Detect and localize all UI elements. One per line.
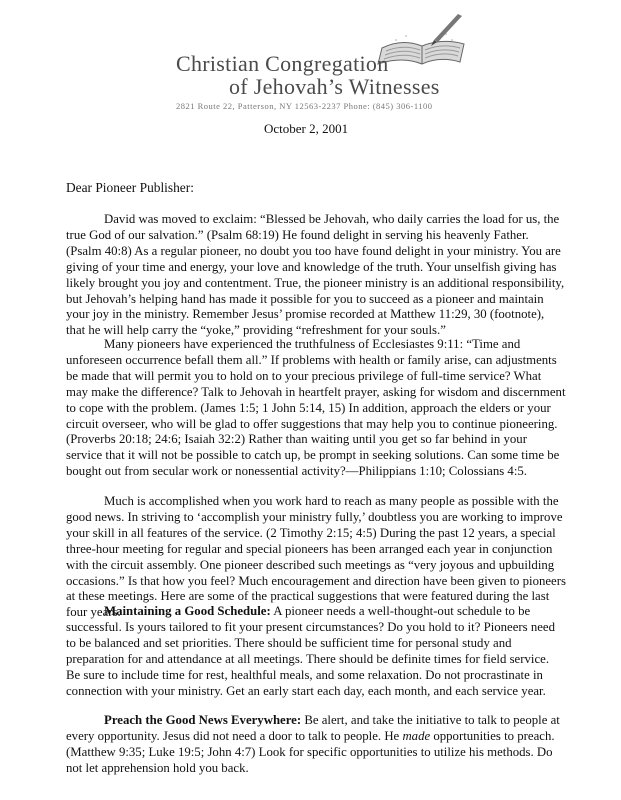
paragraph-heading: Preach the Good News Everywhere: (104, 713, 302, 727)
paragraph-text: David was moved to exclaim: “Blessed be Jehovah, who daily carries the load for us, the true God of our salvation.” (Psalm 68:19) He found delight in serving his heavenly Father. (Psalm 40:8) As a regular pioneer, no doubt you too have found delight in your ministry. You are giving of your time and energy, your love and knowledge of the truth. Your unselfish giving has likely brought you joy and contentment. True, the pioneer ministry is an additional responsibility, but Jehovah’s helping hand has made it possible for you to succeed as a pioneer and maintain your joy in the ministry. Remember Jesus’ promise recorded at Matthew 11:29, 30 (footnote), that he will help carry the “yoke,” providing “refreshment for your souls.” (66, 212, 565, 338)
open-book-with-quill-icon (376, 10, 468, 72)
paragraph-4 (66, 604, 566, 699)
paragraph-5 (66, 713, 566, 777)
paragraph-text: Many pioneers have experienced the truthfulness of Ecclesiastes 9:11: “Time and unforeseen occurrence befall them all.” If problems with health or family arise, can adjustments be made that will permit you to hold on to your precious privilege of full-time service? What may make the difference? Talk to Jehovah in heartfelt prayer, asking for wisdom and discernment to cope with the problem. (James 1:5; 1 John 5:14, 15) In addition, approach the elders or your circuit overseer, who will be glad to offer suggestions that may help you to continue pioneering. (Proverbs 20:18; 24:6; Isaiah 32:2) Rather than waiting until you get so far behind in your service that it will not be possible to catch up, be prompt in seeking solutions. Can some time be bought out from secular work or nonessential activity?—Philippians 1:10; Colossians 4:5. (66, 337, 566, 479)
letterhead-address: 2821 Route 22, Patterson, NY 12563-2237 Phone: (845) 306-1100 (176, 101, 433, 111)
paragraph-text: opportunities to preach. (Matthew 9:35; Luke 19:5; John 4:7) Look for specific opportunities to utilize his methods. Do not let apprehension hold you back. (66, 728, 555, 775)
paragraph-2 (66, 337, 566, 480)
paragraph-text: A pioneer needs a well-thought-out schedule to be successful. Is yours tailored to fit your present circumstances? Do you hold to it? Pioneers need to be balanced and set priorities. There should be sufficient time for personal study and preparation for and attendance at all meetings. There should be definite times for field service. Be sure to include time for rest, healthful meals, and some relaxation. Do not procrastinate in connection with your ministry. Get an early start each day, each month, and each service year. (66, 604, 555, 698)
paragraph-3 (66, 494, 566, 621)
salutation: Dear Pioneer Publisher: (66, 180, 194, 195)
paragraph-1 (66, 212, 566, 339)
organization-name-line1: Christian Congregation (176, 51, 389, 76)
emphasized-word: made (402, 728, 431, 743)
paragraph-heading: Maintaining a Good Schedule: (104, 604, 271, 618)
paragraph-text: Much is accomplished when you work hard to reach as many people as possible with the good news. In striving to ‘accomplish your ministry fully,’ doubtless you are working to improve your skill in all features of the service. (2 Timothy 2:15; 4:5) During the past 12 years, a special three-hour meeting for regular and special pioneers has been arranged each year in conjunction with the circuit assembly. One pioneer described such meetings as “very joyous and upbuilding occasions.” Is that how you feel? Much encouragement and direction have been given to pioneers at these meetings. Here are some of the practical suggestions that were featured during the last four years. (66, 494, 566, 620)
paragraph-text: Be alert, and take the initiative to talk to people at every opportunity. Jesus did not need a door to talk to people. He (66, 713, 560, 743)
letter-date: October 2, 2001 (264, 121, 349, 136)
organization-name-line2: of Jehovah’s Witnesses (229, 74, 440, 99)
